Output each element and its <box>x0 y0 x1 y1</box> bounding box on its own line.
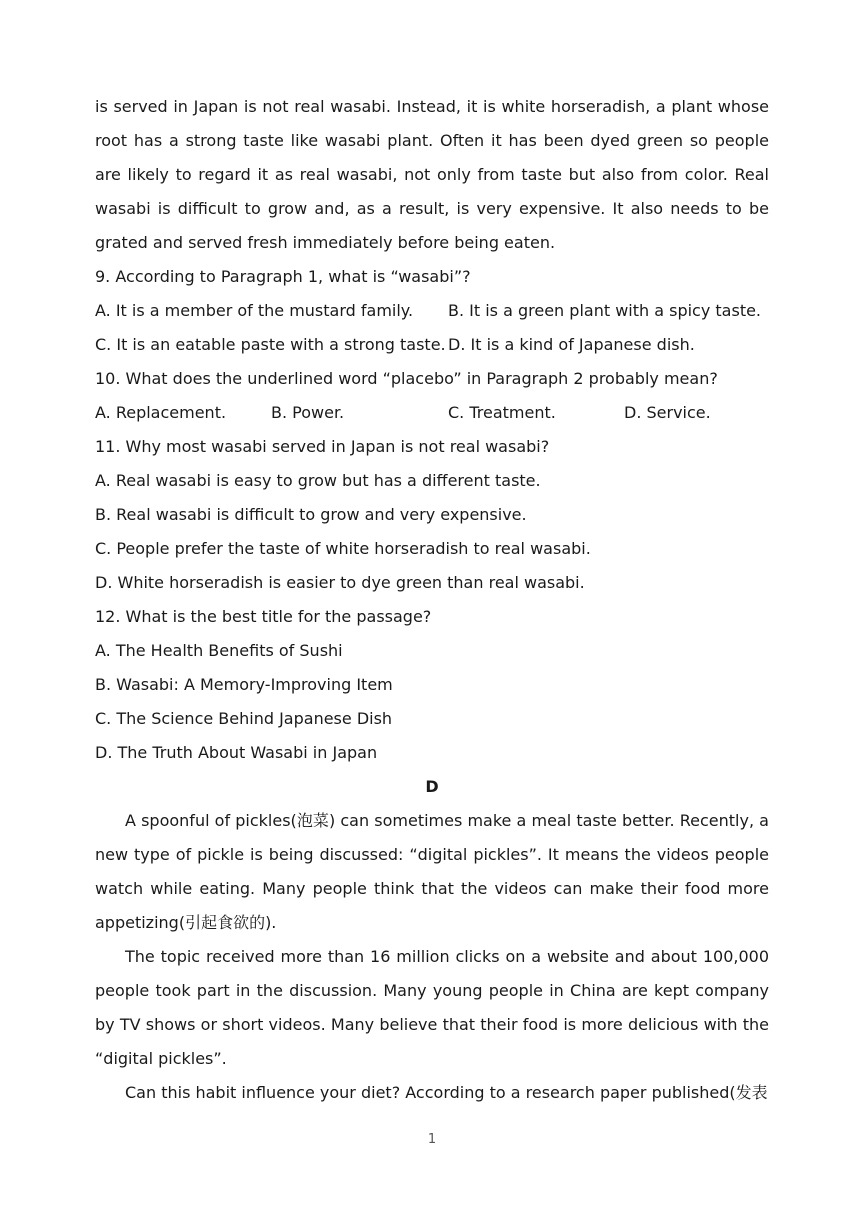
option-c: C. The Science Behind Japanese Dish <box>95 709 393 728</box>
options-row <box>95 328 769 362</box>
option-d: D. White horseradish is easier to dye green than real wasabi. <box>95 573 585 592</box>
page-number: 1 <box>427 1132 437 1147</box>
question-11 <box>95 430 769 600</box>
option-a: A. The Health Benefits of Sushi <box>95 641 343 660</box>
options-row <box>95 396 769 430</box>
option-c: C. People prefer the taste of white horseradish to real wasabi. <box>95 539 591 558</box>
question-12 <box>95 600 769 770</box>
option-a: A. Replacement. <box>95 403 227 422</box>
option-a: A. It is a member of the mustard family. <box>95 301 414 320</box>
question-stem: 11. Why most wasabi served in Japan is not real wasabi? <box>95 437 550 456</box>
question-stem: 10. What does the underlined word “placebo” in Paragraph 2 probably mean? <box>95 369 718 388</box>
option-d: D. The Truth About Wasabi in Japan <box>95 743 378 762</box>
option-c: C. It is an eatable paste with a strong taste. <box>95 335 446 354</box>
option-b: B. Real wasabi is difficult to grow and very expensive. <box>95 505 527 524</box>
options-row <box>95 294 769 328</box>
option-d: D. Service. <box>624 403 711 422</box>
question-stem: 12. What is the best title for the passage? <box>95 607 432 626</box>
option-d: D. It is a kind of Japanese dish. <box>448 335 695 354</box>
document-page <box>95 90 769 1110</box>
option-b: B. Wasabi: A Memory-Improving Item <box>95 675 393 694</box>
option-b: B. It is a green plant with a spicy taste. <box>448 301 762 320</box>
question-stem: 9. According to Paragraph 1, what is “wasabi”? <box>95 267 471 286</box>
section-d-heading: D <box>425 777 439 796</box>
section-d-paragraph: Can this habit influence your diet? According to a research paper published(发表 <box>125 1083 768 1102</box>
section-d-paragraph: A spoonful of pickles(泡菜) can sometimes make a meal taste better. Recently, a new type of pickle is being discussed: “digital pickles”. It means the videos people watch while eating. Many people think that the videos can make their food more appetizing(引起食欲的). <box>95 811 769 932</box>
question-9 <box>95 260 769 362</box>
option-a: A. Real wasabi is easy to grow but has a different taste. <box>95 471 541 490</box>
question-10 <box>95 362 769 430</box>
option-b: B. Power. <box>271 403 345 422</box>
passage-c-paragraph: is served in Japan is not real wasabi. Instead, it is white horseradish, a plant whose root has a strong taste like wasabi plant. Often it has been dyed green so people are likely to regard it as real wasabi, not only from taste but also from color. Real wasabi is difficult to grow and, as a result, is very expensive. It also needs to be grated and served fresh immediately before being eaten. <box>95 97 769 252</box>
section-d-paragraph: The topic received more than 16 million clicks on a website and about 100,000 people took part in the discussion. Many young people in China are kept company by TV shows or short videos. Many believe that their food is more delicious with the “digital pickles”. <box>95 947 769 1068</box>
option-c: C. Treatment. <box>448 403 556 422</box>
